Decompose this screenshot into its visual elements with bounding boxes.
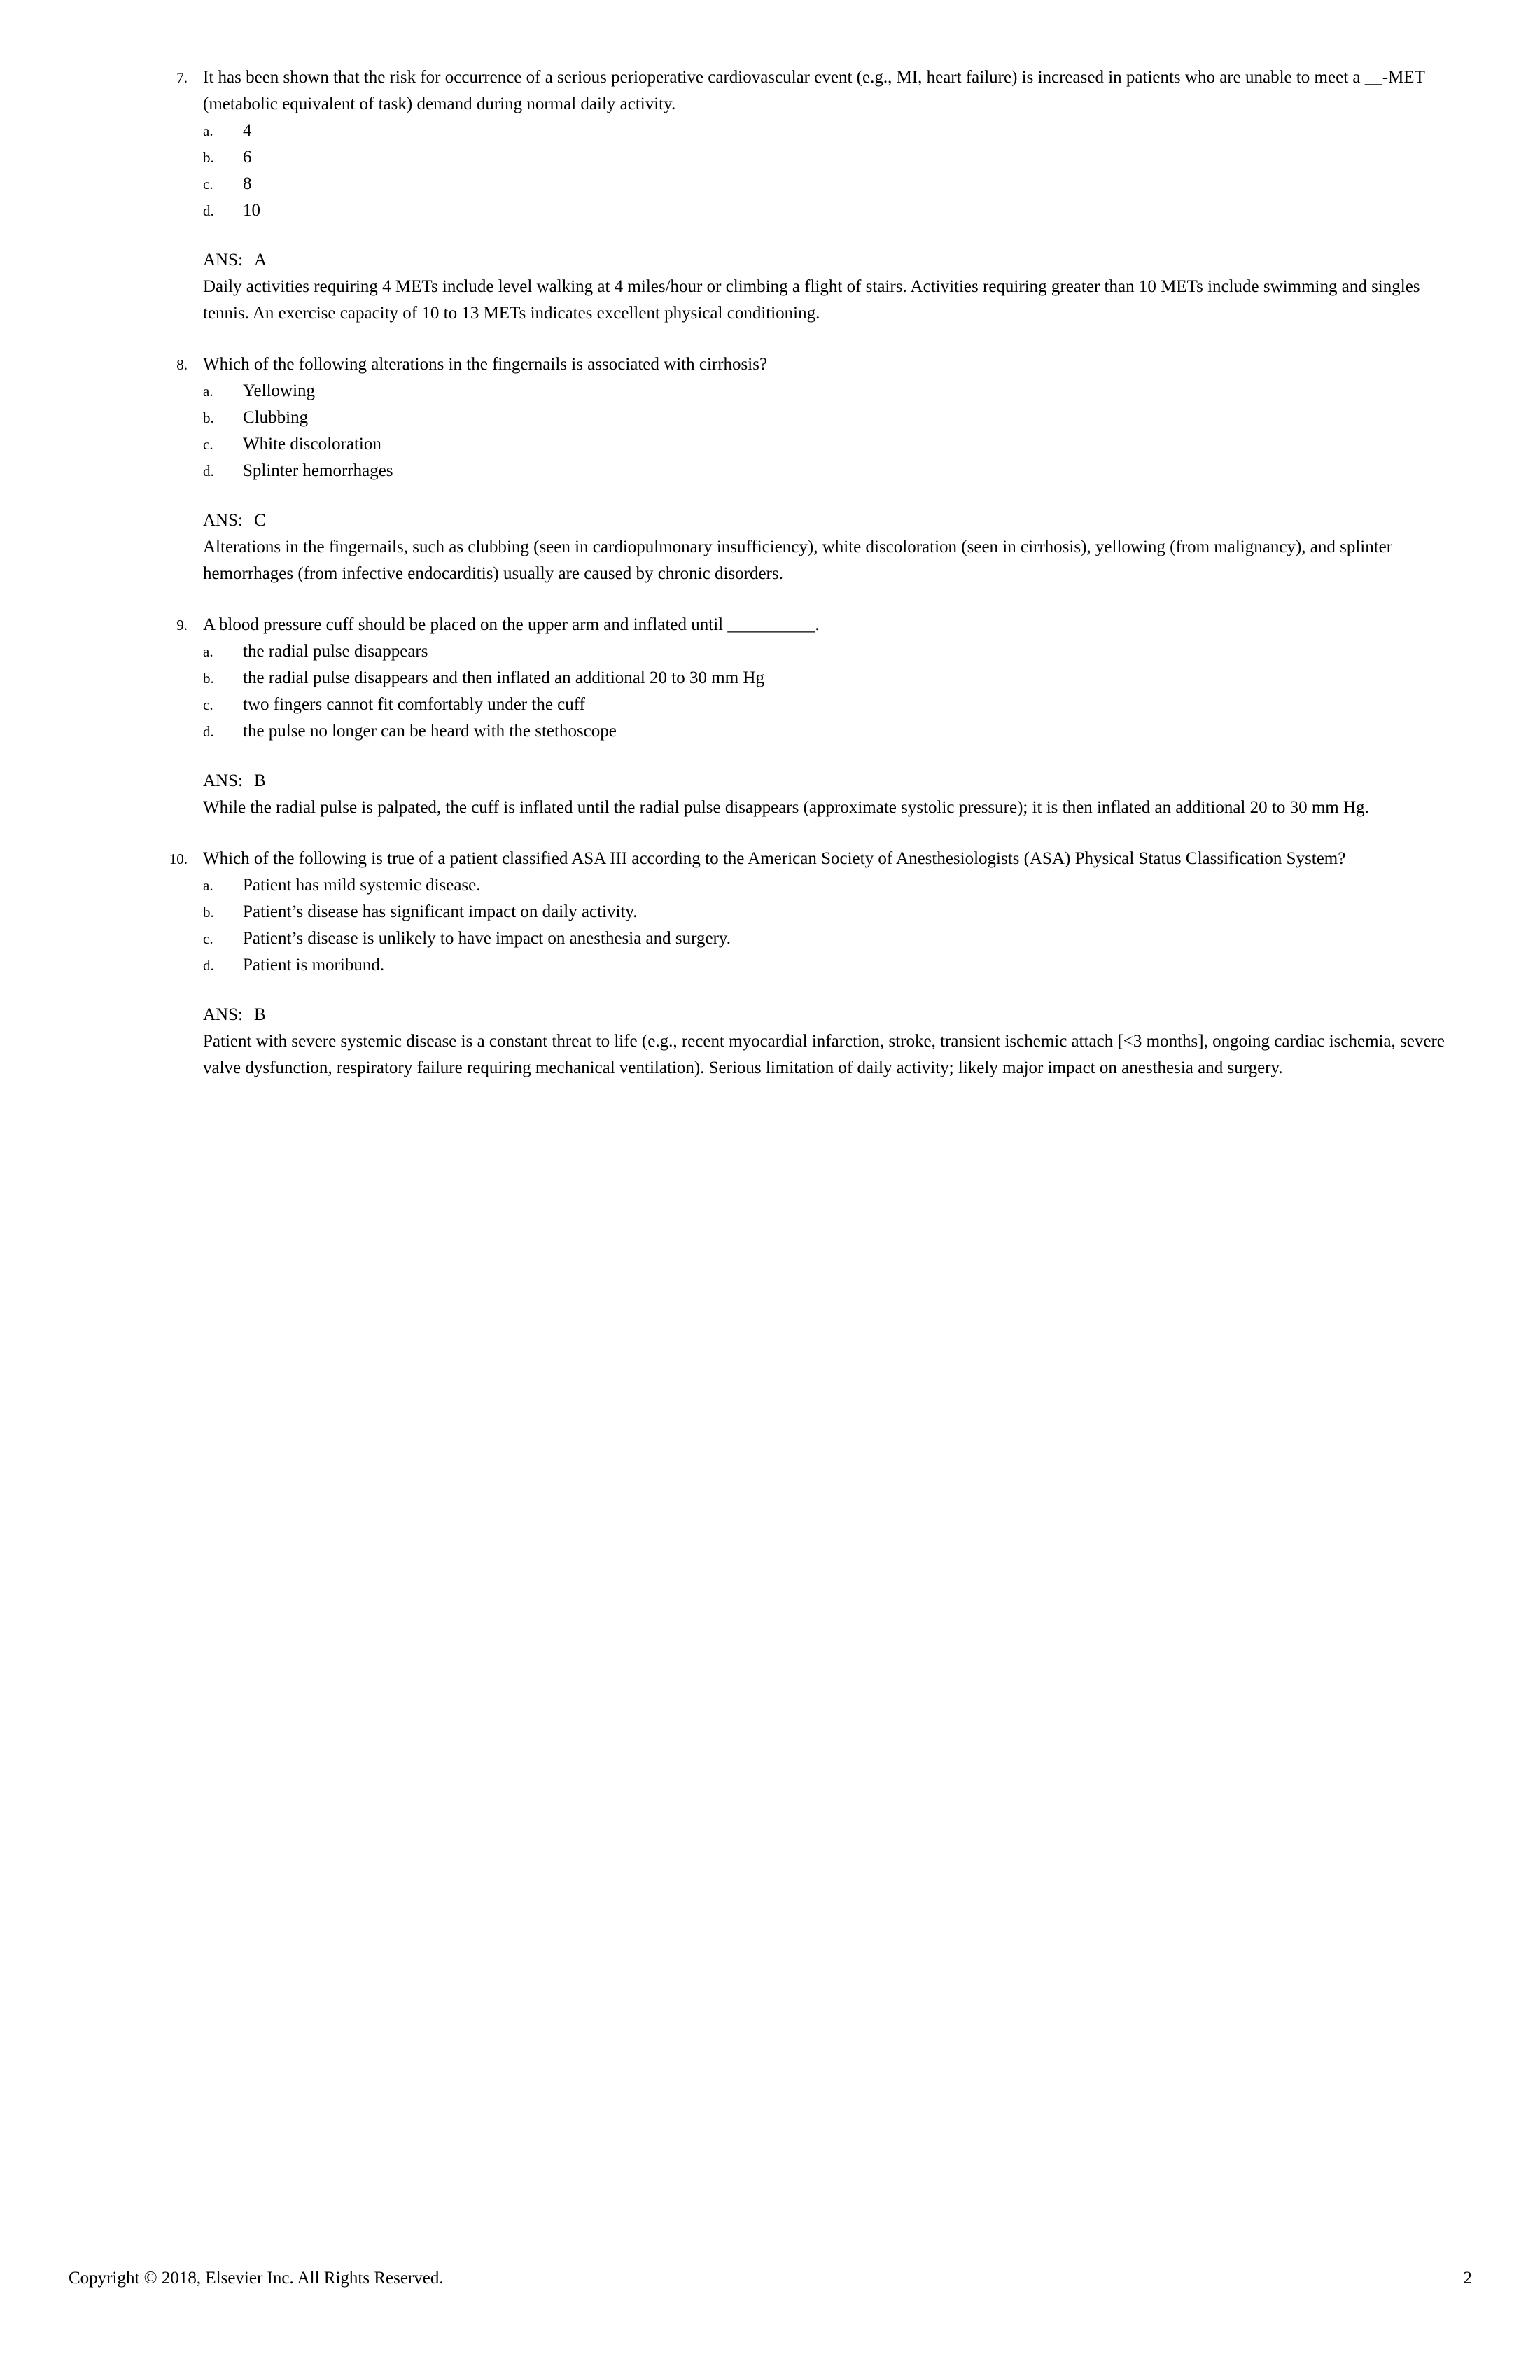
option-letter: a. — [203, 643, 214, 660]
page-number: 2 — [1463, 2269, 1472, 2288]
option-text: 8 — [243, 174, 252, 193]
answer-rationale: Patient with severe systemic disease is a constant threat to life (e.g., recent myocardial infarction, stroke, transient ischemic attach [<3 months], ongoing cardiac ischemia, severe valve dysfunction, respiratory failure requiring mechanical ventilation). Serious limitation of daily activity; likely major impact on anesthesia and surgery. — [203, 1032, 1445, 1077]
answer-line — [203, 768, 1460, 794]
option-letter: c. — [203, 436, 214, 453]
page-footer — [69, 2267, 1472, 2290]
answer-block — [203, 507, 1460, 587]
option-row — [203, 118, 1460, 144]
answer-block — [203, 768, 1460, 821]
question-item — [155, 351, 1460, 587]
question-item — [155, 612, 1460, 821]
question-row — [155, 351, 1460, 587]
answer-label: ANS: — [203, 511, 243, 530]
option-text: 10 — [243, 201, 260, 220]
option-letter: c. — [203, 930, 214, 947]
question-body — [203, 351, 1460, 587]
question-item — [155, 64, 1460, 327]
options-list — [203, 378, 1460, 484]
option-row — [203, 405, 1460, 431]
option-letter: b. — [203, 410, 214, 426]
option-letter: b. — [203, 670, 214, 687]
answer-block — [203, 247, 1460, 327]
question-text: A blood pressure cuff should be placed on the upper arm and inflated until __________. — [203, 615, 820, 634]
question-body — [203, 846, 1460, 1082]
question-row — [155, 846, 1460, 1082]
copyright-text: Copyright © 2018, Elsevier Inc. All Rights Reserved. — [69, 2269, 444, 2288]
option-text: 4 — [243, 121, 252, 140]
options-list — [203, 872, 1460, 979]
option-row — [203, 144, 1460, 171]
option-letter: a. — [203, 122, 214, 139]
option-letter: b. — [203, 149, 214, 166]
option-letter: b. — [203, 904, 214, 920]
option-letter: d. — [203, 463, 214, 479]
answer-line — [203, 507, 1460, 534]
option-row — [203, 718, 1460, 745]
question-number: 8. — [176, 356, 188, 373]
option-letter: d. — [203, 723, 214, 740]
answer-label: ANS: — [203, 771, 243, 790]
option-row — [203, 197, 1460, 224]
option-text: 6 — [243, 148, 252, 167]
question-item — [155, 846, 1460, 1082]
answer-value: C — [253, 511, 266, 530]
question-number: 10. — [169, 850, 188, 867]
answer-rationale: Alterations in the fingernails, such as clubbing (seen in cardiopulmonary insufficiency), white discoloration (seen in cirrhosis), yellowing (from malignancy), and splinter hemorrhages (from infective endocarditis) usually are caused by chronic disorders. — [203, 538, 1393, 583]
option-row — [203, 899, 1460, 925]
option-row — [203, 692, 1460, 718]
option-row — [203, 665, 1460, 692]
option-row — [203, 872, 1460, 899]
question-number: 7. — [176, 69, 188, 86]
option-letter: a. — [203, 877, 214, 894]
answer-line — [203, 247, 1460, 274]
answer-label: ANS: — [203, 251, 243, 270]
answer-rationale: While the radial pulse is palpated, the cuff is inflated until the radial pulse disappears (approximate systolic pressure); it is then inflated an additional 20 to 30 mm Hg. — [203, 798, 1369, 817]
option-text: Patient is moribund. — [243, 955, 385, 974]
answer-rationale: Daily activities requiring 4 METs include level walking at 4 miles/hour or climbing a flight of stairs. Activities requiring greater than 10 METs include swimming and singles tennis. An exercise capacity of 10 to 13 METs indicates excellent physical conditioning. — [203, 277, 1420, 323]
questions-area — [155, 64, 1460, 1082]
answer-value: B — [253, 1005, 266, 1024]
option-row — [203, 925, 1460, 952]
answer-label: ANS: — [203, 1005, 243, 1024]
answer-value: A — [253, 251, 267, 270]
option-text: the radial pulse disappears — [243, 642, 428, 661]
options-list — [203, 118, 1460, 224]
option-text: the radial pulse disappears and then inflated an additional 20 to 30 mm Hg — [243, 668, 764, 687]
answer-block — [203, 1002, 1460, 1082]
option-letter: c. — [203, 176, 214, 192]
option-row — [203, 952, 1460, 979]
option-row — [203, 378, 1460, 405]
question-text: Which of the following is true of a patient classified ASA III according to the American Society of Anesthesiologists (ASA) Physical Status Classification System? — [203, 849, 1346, 868]
option-row — [203, 431, 1460, 458]
option-row — [203, 458, 1460, 484]
option-text: White discoloration — [243, 435, 382, 454]
option-letter: a. — [203, 383, 214, 400]
question-row — [155, 64, 1460, 327]
option-text: the pulse no longer can be heard with the stethoscope — [243, 722, 617, 741]
option-text: Clubbing — [243, 408, 309, 427]
option-row — [203, 171, 1460, 197]
option-text: two fingers cannot fit comfortably under the cuff — [243, 695, 585, 714]
option-text: Patient’s disease is unlikely to have impact on anesthesia and surgery. — [243, 929, 732, 948]
question-row — [155, 612, 1460, 821]
answer-line — [203, 1002, 1460, 1028]
question-body — [203, 64, 1460, 327]
option-text: Splinter hemorrhages — [243, 461, 393, 480]
question-body — [203, 612, 1460, 821]
question-text: It has been shown that the risk for occurrence of a serious perioperative cardiovascular event (e.g., MI, heart failure) is increased in patients who are unable to meet a __-MET (metabolic equivalent of task) demand during normal daily activity. — [203, 68, 1425, 113]
answer-value: B — [253, 771, 266, 790]
option-text: Yellowing — [243, 382, 316, 400]
question-text: Which of the following alterations in the fingernails is associated with cirrhosis? — [203, 355, 768, 374]
option-letter: d. — [203, 957, 214, 974]
option-text: Patient has mild systemic disease. — [243, 876, 481, 895]
option-text: Patient’s disease has significant impact on daily activity. — [243, 902, 638, 921]
question-number: 9. — [176, 617, 188, 634]
option-letter: c. — [203, 696, 214, 713]
option-letter: d. — [203, 202, 214, 219]
option-row — [203, 638, 1460, 665]
options-list — [203, 638, 1460, 745]
